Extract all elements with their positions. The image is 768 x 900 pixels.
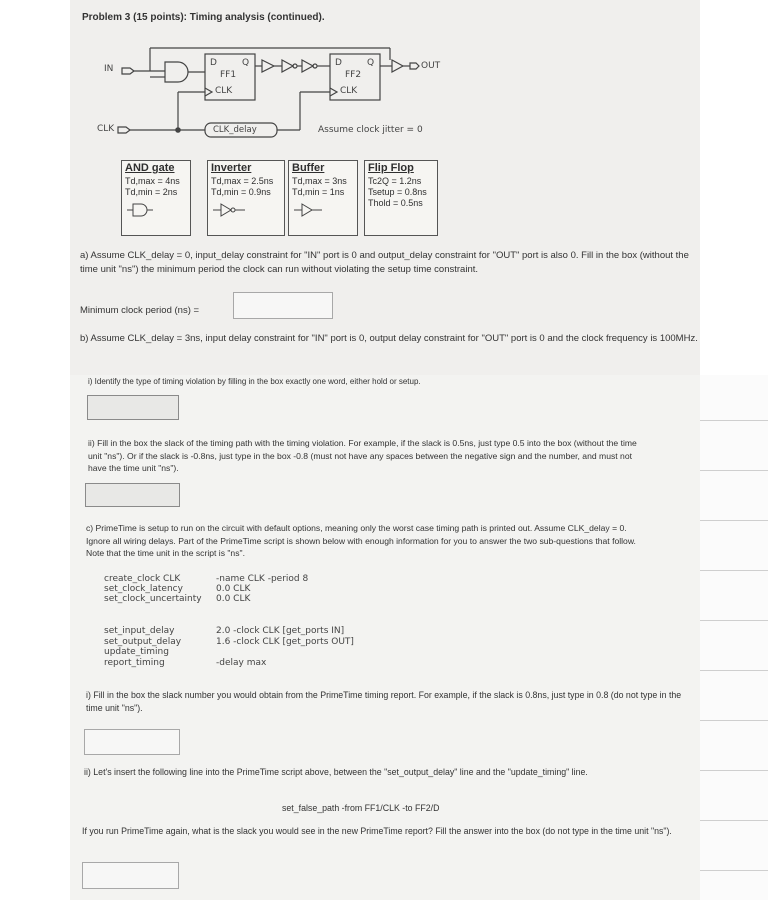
margin-rule: [700, 620, 768, 621]
script-cmd-input-delay: set_input_delay: [104, 626, 175, 636]
inverter-title: Inverter: [211, 162, 252, 174]
ff1-name: FF1: [220, 70, 237, 80]
clk-delay-label: CLK_delay: [213, 125, 257, 135]
and-gate-tmax: Td,max = 4ns: [125, 176, 180, 186]
flip-flop-tc2q: Tc2Q = 1.2ns: [368, 176, 422, 186]
script-args-input-delay: 2.0 -clock CLK [get_ports IN]: [216, 626, 345, 636]
margin-rule: [700, 520, 768, 521]
inverter-symbol-icon: [211, 202, 251, 218]
margin-rule: [700, 570, 768, 571]
and-gate-symbol-icon: [125, 202, 155, 218]
buffer-title: Buffer: [292, 162, 325, 174]
ff1-q-label: Q: [242, 58, 250, 68]
ff1-clk-label: CLK: [215, 86, 233, 96]
flip-flop-title: Flip Flop: [368, 162, 414, 174]
inverter-tmin: Td,min = 0.9ns: [211, 187, 271, 197]
false-path-command: set_false_path -from FF1/CLK -to FF2/D: [282, 803, 440, 813]
margin-rule: [700, 720, 768, 721]
buffer-icon: [392, 60, 403, 72]
and-gate-tmin: Td,min = 2ns: [125, 187, 178, 197]
inverter-icon: [302, 60, 313, 72]
out-port-icon: [410, 63, 419, 69]
and-gate-title: AND gate: [125, 162, 175, 174]
ff2-d-label: D: [335, 58, 342, 68]
script-args-create-clock: -name CLK -period 8: [216, 574, 309, 584]
buffer-tmax: Td,max = 3ns: [292, 176, 347, 186]
primetime-script-block-2: [104, 626, 354, 668]
script-cmd-output-delay: set_output_delay: [104, 636, 182, 647]
part-b-text: b) Assume CLK_delay = 3ns, input delay constraint for "IN" port is 0, output delay constraint for "OUT" port is 0 and the clock frequency is 100MHz.: [80, 333, 698, 344]
script-cmd-create-clock: create_clock CLK: [104, 574, 181, 584]
new-slack-input[interactable]: [82, 862, 179, 889]
inverter-tmax: Td,max = 2.5ns: [211, 176, 274, 186]
clk-port-icon: [118, 127, 130, 133]
script-args-report-timing: -delay max: [216, 657, 267, 668]
primetime-slack-input[interactable]: [84, 729, 180, 755]
ff2-clk-label: CLK: [340, 86, 358, 96]
buffer-tmin: Td,min = 1ns: [292, 187, 345, 197]
and-gate-icon: [165, 62, 188, 82]
flip-flop-tsetup: Tsetup = 0.8ns: [368, 187, 427, 197]
margin-rule: [700, 820, 768, 821]
flip-flop-spec: [364, 160, 438, 236]
ff2-name: FF2: [345, 70, 362, 80]
clk-label: CLK: [97, 124, 115, 134]
margin-rule: [700, 870, 768, 871]
ff1-d-label: D: [210, 58, 217, 68]
script-cmd-update-timing: update_timing: [104, 647, 169, 657]
part-c-q1-text: i) Fill in the box the slack number you would obtain from the PrimeTime timing report. For example, if the slack is 0.8ns, just type in 0.8 (do not type in the time unit "ns").: [86, 690, 682, 713]
margin-rule: [700, 770, 768, 771]
buffer-spec: [288, 160, 358, 236]
script-cmd-clock-latency: set_clock_latency: [104, 584, 183, 594]
margin-rule: [700, 420, 768, 421]
part-a-text: a) Assume CLK_delay = 0, input_delay constraint for "IN" port is 0 and output_delay constraint for "OUT" port is also 0. Fill in the box (without the time unit "ns") the minimum period the clock can run without violating the setup time constraint.: [80, 250, 689, 275]
margin-rule: [700, 470, 768, 471]
side-margin-strip: [700, 375, 768, 900]
part-b-q2-text: ii) Fill in the box the slack of the timing path with the timing violation. For example, if the slack is 0.5ns, just type 0.5 into the box (without the time unit "ns"). Or if the slack is -0.8ns, just type in the box -0.8 (must not have any spaces between the negative sign and the number, and must not have the time unit "ns").: [88, 438, 637, 473]
min-clock-period-input[interactable]: [233, 292, 333, 319]
violation-slack-input[interactable]: [85, 483, 180, 507]
in-label: IN: [104, 64, 114, 74]
jitter-note: Assume clock jitter = 0: [318, 125, 423, 135]
and-gate-spec: [121, 160, 191, 236]
margin-rule: [700, 670, 768, 671]
ff2-q-label: Q: [367, 58, 375, 68]
violation-type-input[interactable]: [87, 395, 179, 420]
script-args-clock-uncertainty: 0.0 CLK: [216, 594, 251, 604]
part-c-q2-text: If you run PrimeTime again, what is the slack you would see in the new PrimeTime report? Fill the answer into the box (do not type in the time unit "ns").: [82, 826, 672, 836]
part-a-label: Minimum clock period (ns) =: [80, 305, 200, 316]
part-b-q1-text: i) Identify the type of timing violation by filling in the box exactly one word, either hold or setup.: [88, 377, 421, 386]
inverter-icon: [282, 60, 293, 72]
script-args-output-delay: 1.6 -clock CLK [get_ports OUT]: [216, 636, 354, 647]
flip-flop-thold: Thold = 0.5ns: [368, 198, 423, 208]
problem-title: Problem 3 (15 points): Timing analysis (continued).: [82, 12, 325, 23]
part-c-q2-intro: ii) Let's insert the following line into the PrimeTime script above, between the "set_output_delay" line and the "update_timing" line.: [84, 767, 588, 777]
script-cmd-clock-uncertainty: set_clock_uncertainty: [104, 594, 202, 604]
buffer-icon: [262, 60, 274, 72]
script-cmd-report-timing: report_timing: [104, 657, 165, 668]
out-label: OUT: [421, 61, 441, 71]
in-port-icon: [122, 68, 134, 74]
inverter-spec: [207, 160, 285, 236]
buffer-symbol-icon: [292, 202, 328, 218]
primetime-script-block-1: [104, 574, 308, 604]
part-c-text: c) PrimeTime is setup to run on the circuit with default options, meaning only the worst case timing path is printed out. Assume CLK_delay = 0. Ignore all wiring delays. Part of the PrimeTime script is shown below with enough information for you to answer the two sub-questions that follow. Note that the time unit in the script is "ns".: [86, 523, 636, 558]
script-args-clock-latency: 0.0 CLK: [216, 584, 251, 594]
